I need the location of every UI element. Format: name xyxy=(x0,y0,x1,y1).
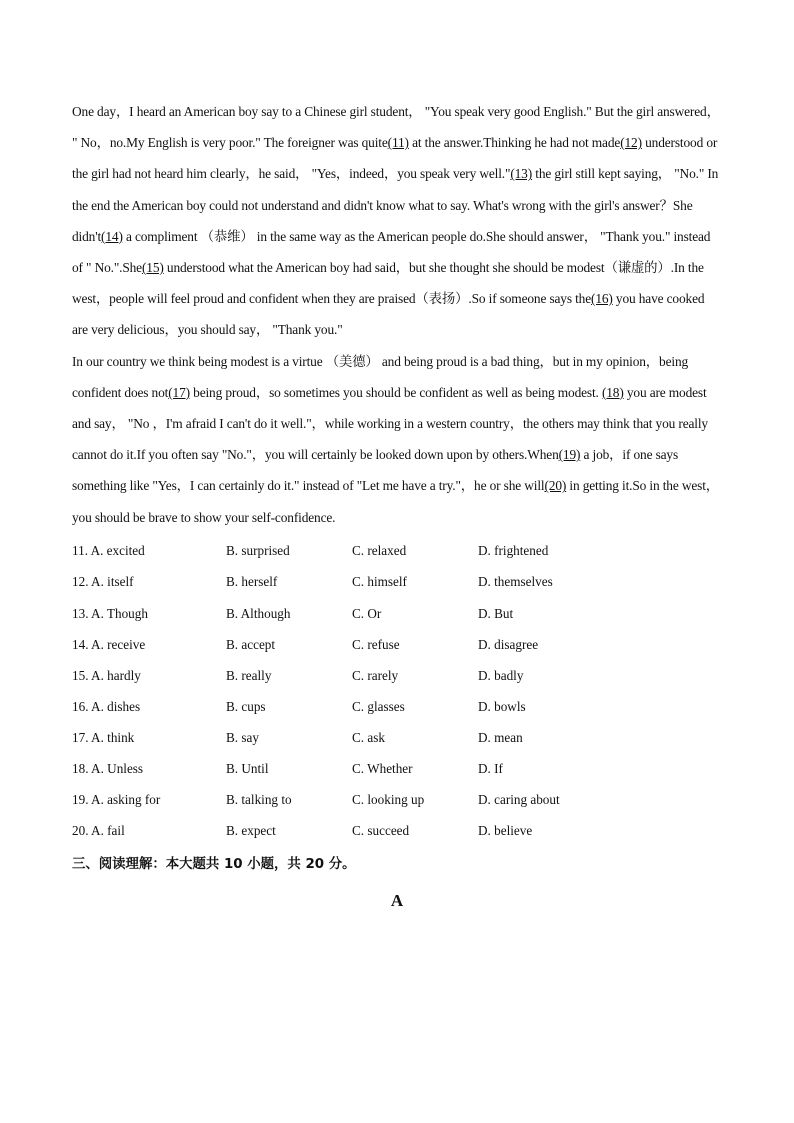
option-d: D. disagree xyxy=(478,636,539,652)
question-row xyxy=(72,691,722,722)
passage-paragraph xyxy=(72,96,722,346)
option-d: D. themselves xyxy=(478,574,553,590)
passage-text: understood or the girl had not heard him clearly，he said， "Yes，indeed，you speak very well." xyxy=(72,135,718,182)
option-a: 18. A. Unless xyxy=(72,761,144,777)
passage-text: understood what the American boy had said，but she thought she should be modest（谦虚的）.In the west，people will feel proud and confident when they are praised（表扬）.So if someone says the xyxy=(72,260,704,307)
passage-text: being proud，so sometimes you should be confident as well as being modest. xyxy=(189,384,602,400)
passage-text: In our country we think being modest is a virtue （美德） and being proud is a bad thing，but in my opinion，being confident does not xyxy=(72,353,689,400)
passage-text: a job，if one says something like "Yes，I can certainly do it." instead of "Let me have a try."，he or she will xyxy=(72,447,679,494)
blank-number: (16) xyxy=(591,291,613,307)
option-a: 15. A. hardly xyxy=(72,667,141,683)
question-row xyxy=(72,567,722,598)
option-c: C. Whether xyxy=(352,761,413,777)
option-d: D. bowls xyxy=(478,698,526,714)
option-b: B. say xyxy=(226,729,259,745)
option-a: 20. A. fail xyxy=(72,823,125,839)
option-b: B. really xyxy=(226,667,272,683)
passage-text: at the answer.Thinking he had not made xyxy=(408,135,621,151)
question-row xyxy=(72,722,722,753)
blank-number: (17) xyxy=(168,384,190,400)
option-d: D. caring about xyxy=(478,792,560,808)
blank-number: (13) xyxy=(510,166,533,182)
cloze-passage xyxy=(72,96,722,533)
question-row xyxy=(72,536,722,567)
passage-text: you are modest and say， "No ，I'm afraid I can't do it well."，while working in a western country，the others may think that you really cannot do it.If you often say "No."，you will certainly be looked down upon by others.When xyxy=(72,384,708,463)
question-row xyxy=(72,598,722,629)
option-a: 11. A. excited xyxy=(72,543,145,559)
option-b: B. expect xyxy=(226,823,276,839)
section-letter: A xyxy=(390,890,404,910)
option-d: D. badly xyxy=(478,667,524,683)
option-c: C. himself xyxy=(352,574,407,590)
option-b: B. cups xyxy=(226,698,266,714)
option-c: C. glasses xyxy=(352,698,405,714)
passage-text: a compliment （恭维） in the same way as the American people do.She should answer， "Thank you." instead of " No.".She xyxy=(72,228,711,276)
option-b: B. Until xyxy=(226,761,269,777)
blank-number: (11) xyxy=(387,135,409,151)
blank-number: (18) xyxy=(601,384,624,400)
option-d: D. frightened xyxy=(478,543,549,559)
option-c: C. refuse xyxy=(352,636,400,652)
passage-text: in getting it.So in the west，you should be brave to show your self-confidence. xyxy=(72,478,720,525)
option-a: 17. A. think xyxy=(72,729,135,745)
option-c: C. ask xyxy=(352,729,385,745)
blank-number: (20) xyxy=(544,478,567,494)
passage-text: the girl still kept saying， "No." In the end the American boy could not understand and didn't know what to say. What's wrong with the girl's answer？She didn't xyxy=(72,166,719,244)
option-a: 16. A. dishes xyxy=(72,698,141,714)
option-d: D. But xyxy=(478,605,514,621)
option-a: 13. A. Though xyxy=(72,605,148,621)
option-b: B. accept xyxy=(226,636,276,652)
question-row xyxy=(72,754,722,785)
answer-options xyxy=(72,536,722,847)
option-c: C. Or xyxy=(352,605,382,621)
passage-paragraph xyxy=(72,346,722,533)
option-c: C. succeed xyxy=(352,823,410,839)
option-b: B. herself xyxy=(226,574,278,590)
blank-number: (12) xyxy=(620,135,642,151)
option-b: B. talking to xyxy=(226,792,292,808)
blank-number: (15) xyxy=(141,260,164,276)
option-d: D. If xyxy=(478,761,503,777)
question-row xyxy=(72,660,722,691)
question-row xyxy=(72,629,722,660)
section-title: 三、阅读理解：本大题共 10 小题，共 20 分。 xyxy=(72,856,356,872)
option-c: C. relaxed xyxy=(352,543,407,559)
option-a: 12. A. itself xyxy=(72,574,134,590)
option-c: C. rarely xyxy=(352,667,399,683)
exam-page xyxy=(72,96,722,911)
option-b: B. surprised xyxy=(226,543,290,559)
option-d: D. mean xyxy=(478,729,523,745)
option-a: 19. A. asking for xyxy=(72,792,161,808)
option-d: D. believe xyxy=(478,823,533,839)
blank-number: (14) xyxy=(101,228,123,244)
question-row xyxy=(72,816,722,847)
option-a: 14. A. receive xyxy=(72,636,146,652)
option-c: C. looking up xyxy=(352,792,425,808)
blank-number: (19) xyxy=(558,447,581,463)
passage-text: One day，I heard an American boy say to a Chinese girl student， "You speak very good English." But the girl answered， " No，no.My English is very poor." The foreigner was quite xyxy=(72,104,720,151)
question-row xyxy=(72,785,722,816)
passage-text: you have cooked are very delicious，you should say， "Thank you." xyxy=(72,291,705,338)
option-b: B. Although xyxy=(226,605,291,621)
